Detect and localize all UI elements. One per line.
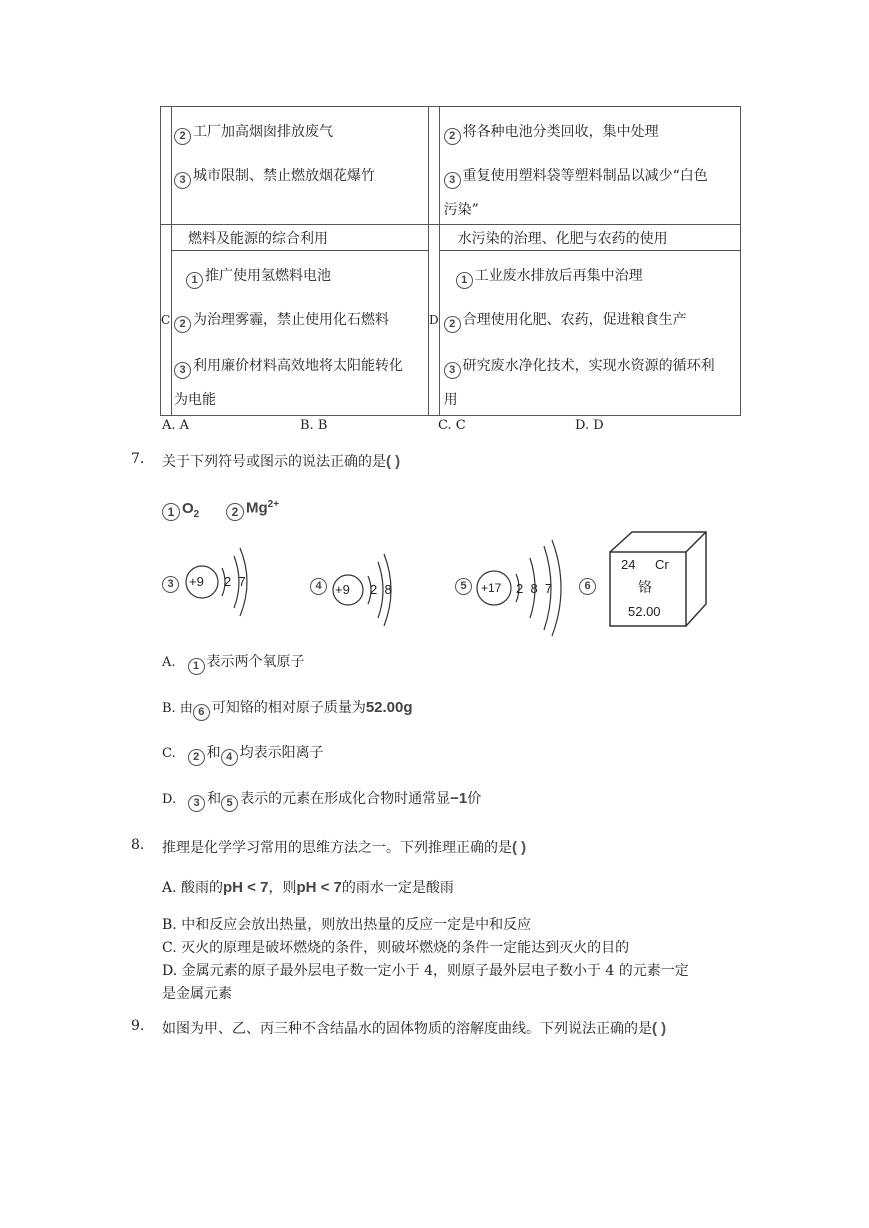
circled-number: 1 [162,503,180,521]
circled-number: 4 [221,749,238,766]
q8-stem [162,837,526,857]
table-label-cell [161,225,172,416]
table-cell-d-items [439,251,740,416]
formula-o2: O [182,500,194,517]
circled-number: 3 [188,795,205,812]
option-text: ，则 [268,880,297,896]
q8-option-a [162,877,454,897]
element-name: 铬 [638,580,652,596]
formula-mg-ion: Mg [246,499,268,517]
circled-number: 3 [174,172,191,189]
q8-number: 8. [131,837,145,853]
option-letter: D. [162,792,177,807]
element-symbol: Cr [655,557,669,572]
table-item-text: 将各种电池分类回收，集中处理 [462,124,659,140]
table-cell-b-right [439,107,740,225]
q8-option-c: C. 灭火的原理是破坏燃烧的条件，则破坏燃烧的条件一定能达到灭火的目的 [162,940,630,956]
q7-option-d [162,788,481,812]
ph-expression: pH < 7 [223,879,269,896]
q8-stem-text: 推理是化学学习常用的思维方法之一。下列推理正确的是 [162,840,512,856]
table-item-text: 用 [443,392,458,408]
q8-option-d-line2: 是金属元素 [162,986,232,1002]
element-atomic-mass: 52.00 [628,604,661,619]
table-cell-c-items [172,251,429,416]
option-text: 表示两个氧原子 [206,654,305,670]
element-atomic-number: 24 [621,557,636,572]
option-text: 和 [206,745,221,761]
option-text: 价 [467,791,482,807]
circled-number: 3 [174,362,191,379]
electron-shells: 2 7 [224,574,246,589]
circled-number: 3 [444,172,461,189]
atom-diagram-3-label [162,572,181,593]
circled-number: 6 [579,578,596,595]
circled-number: 5 [221,795,238,812]
q7-stem-text: 关于下列符号或图示的说法正确的是 [162,454,386,470]
nucleus-charge: +17 [481,581,502,595]
circled-number: 1 [186,272,203,289]
option-text: 均表示阳离子 [239,745,324,761]
table-cell-b-items [172,107,429,225]
q7-option-c [162,742,324,766]
q7-symbol-2 [226,499,279,521]
option-text: 表示的元素在形成化合物时通常显 [240,791,451,807]
circled-number: 2 [188,749,205,766]
option-text: A. 酸雨的 [162,880,224,896]
q8-option-d-line1: D. 金属元素的原子最外层电子数一定小于 4，则原子最外层电子数小于 4 的元素一定 [162,963,689,979]
circled-number: 6 [193,704,210,721]
nucleus-charge: +9 [189,574,204,589]
formula-subscript: 2 [193,508,200,520]
atom-diagram-4-label [310,574,329,595]
table-header-d: 水污染的治理、化肥与农药的使用 [439,225,740,251]
atom-diagram-5-label [455,574,474,595]
formula-superscript: 2+ [267,499,280,510]
table-item-text: 推广使用氢燃料电池 [205,268,331,284]
element-diagram-6-label [579,574,598,595]
circled-number: 2 [444,316,461,333]
table-item-text: 工业废水排放后再集中治理 [474,268,643,284]
circled-number: 4 [310,578,327,595]
q9-stem [162,1018,666,1038]
option-letter: C. [162,746,176,761]
nucleus-charge: +9 [335,582,350,597]
table-item-text: 利用廉价材料高效地将太阳能转化 [193,358,403,374]
q6-options-table [160,106,741,416]
option-letter: A. [162,655,176,670]
circled-number: 2 [174,128,191,145]
q7-option-b [162,697,413,721]
ph-expression: pH < 7 [296,879,342,896]
answer-paren: ( ) [512,839,527,856]
table-label-cell [161,107,172,225]
answer-paren: ( ) [386,453,401,470]
valence-value: −1 [450,790,468,807]
q7-stem [162,451,400,471]
option-label-d: D [429,313,439,327]
table-item-text: 污染” [443,202,479,218]
option-label-c: C [161,313,171,327]
q7-symbol-1 [162,500,199,521]
circled-number: 1 [188,658,205,675]
q7-option-a [162,651,305,675]
q6-option-a: A. A [162,418,190,433]
circled-number: 1 [456,272,473,289]
table-item-text: 研究废水净化技术，实现水资源的循环利 [462,358,715,374]
table-label-cell [429,107,440,225]
table-item-text: 为电能 [174,392,216,408]
q6-option-d: D. D [575,418,604,433]
table-item-text: 工厂加高烟囱排放废气 [193,124,333,140]
circled-number: 2 [444,128,461,145]
option-letter: B. 由 [162,701,193,716]
circled-number: 3 [444,362,461,379]
option-text: 和 [207,791,222,807]
q7-number: 7. [131,451,145,467]
table-header-c: 燃料及能源的综合利用 [172,225,429,251]
table-item-text: 为治理雾霾，禁止使用化石燃料 [193,312,389,328]
circled-number: 3 [162,576,179,593]
circled-number: 2 [174,316,191,333]
q6-option-c: C. C [438,418,466,433]
table-item-text: 重复使用塑料袋等塑料制品以减少“白色 [462,168,708,184]
q9-number: 9. [131,1018,145,1034]
electron-shells: 2 8 7 [516,581,553,596]
table-item-text: 城市限制、禁止燃放烟花爆竹 [193,168,375,184]
atomic-mass-value: 52.00g [365,699,413,716]
electron-shells: 2 8 [370,582,392,597]
option-text: 可知铬的相对原子质量为 [211,700,366,716]
circled-number: 5 [455,578,472,595]
q6-option-b: B. B [300,418,328,433]
table-item-text: 合理使用化肥、农药，促进粮食生产 [462,312,687,328]
table-label-cell [429,225,440,416]
q9-stem-text: 如图为甲、乙、丙三种不含结晶水的固体物质的溶解度曲线。下列说法正确的是 [162,1021,652,1037]
circled-number: 2 [226,503,244,521]
answer-paren: ( ) [652,1020,667,1037]
option-text: 的雨水一定是酸雨 [341,880,454,896]
q8-option-b: B. 中和反应会放出热量，则放出热量的反应一定是中和反应 [162,917,532,933]
